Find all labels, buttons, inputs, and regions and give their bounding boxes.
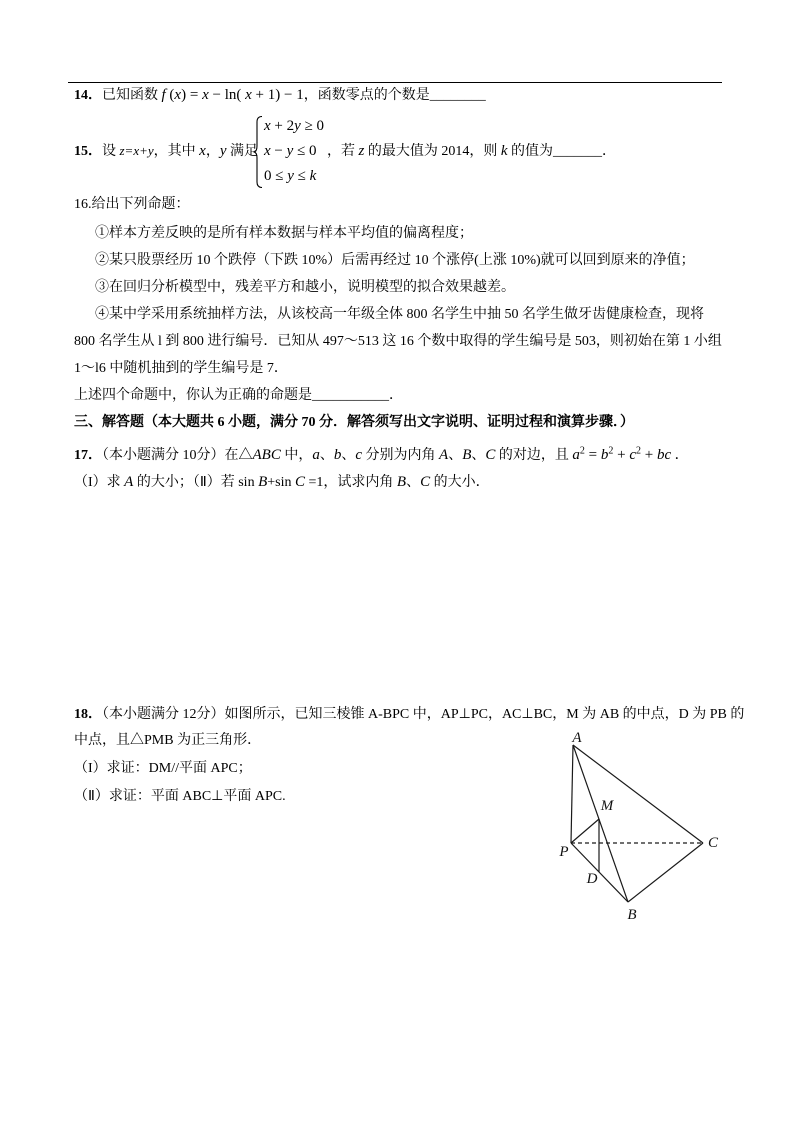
constraint-line (264, 166, 316, 186)
question-number: 15． (74, 144, 102, 159)
variable: b (333, 447, 342, 463)
formula-fragment: bc (656, 447, 672, 463)
question-text: 的对边，且 (495, 448, 573, 463)
edge-BC (628, 843, 703, 902)
segment-PM (571, 819, 599, 843)
variable: z (358, 143, 365, 159)
question-text: 、 (448, 448, 463, 463)
question-text: 的大小． (430, 475, 490, 490)
question-number: 14． (74, 88, 102, 103)
question-text: ，函数零点的个数是 (303, 88, 430, 103)
section-heading: 三、解答题（本大题共 6 小题，满分 70 分．解答须写出文字说明、证明过程和演算步骤．） (74, 415, 634, 430)
question-16-conclusion (74, 386, 403, 406)
variable: C (420, 474, 431, 490)
formula-fragment: ≤ 0 (293, 143, 317, 159)
constraint-line (264, 116, 324, 136)
question-14 (74, 85, 486, 105)
answer-blank: ________ (429, 88, 486, 103)
formula-fragment: + 1) − 1 (251, 87, 304, 103)
formula-fragment: b (600, 447, 609, 463)
variable: B (396, 474, 407, 490)
vertex-label-A: A (572, 730, 582, 746)
system-brace-icon (253, 116, 263, 188)
question-text: ． (389, 388, 403, 403)
formula-fragment: + 2 (270, 118, 295, 134)
proposition-1: ①样本方差反映的是所有样本数据与样本平均值的偏离程度； (95, 226, 473, 241)
question-text: （本小题满分 12分）如图所示，已知三棱锥 A-BPC 中，AP⊥PC，AC⊥BC，M 为 AB 的中点，D 为 PB 的 (102, 707, 745, 722)
variable: ABC (252, 447, 281, 463)
question-text: 、 (406, 475, 421, 490)
formula-fragment: ( (165, 87, 175, 103)
proposition-2: ②某只股票经历 10 个跌停（下跌 10%）后需再经过 10 个涨停(上涨 10%)就可以回到原来的净值； (95, 253, 695, 268)
formula-fragment: f (161, 87, 166, 103)
vertex-label-M: M (600, 798, 614, 814)
formula-fragment: ) = (181, 87, 203, 103)
question-text: 的值为 (507, 144, 554, 159)
question-15-continued (327, 141, 616, 161)
variable: C (485, 447, 496, 463)
question-text: 满足 (226, 144, 258, 159)
formula-fragment: − ln( (208, 87, 246, 103)
variable: A (124, 474, 134, 490)
question-text: 设 (102, 144, 120, 159)
question-text: ． (671, 448, 689, 463)
variable: k (500, 143, 508, 159)
variable: c (355, 447, 363, 463)
vertex-label-D: D (586, 871, 598, 887)
question-17-parts (74, 472, 490, 492)
header-rule (68, 82, 722, 83)
formula-fragment: ≥ 0 (300, 118, 325, 134)
variable: a (312, 447, 320, 463)
formula-fragment: = (584, 447, 601, 463)
formula-exponent: 2 (608, 445, 614, 457)
edge-AB (573, 745, 628, 902)
question-text: 、 (319, 448, 334, 463)
question-text: 的最大值为 2014，则 (364, 144, 501, 159)
question-text: （本小题满分 10分）在△ (102, 448, 253, 463)
proposition-4-continued: 1～l6 中随机抽到的学生编号是 7． (74, 361, 288, 376)
proposition-4: ④某中学采用系统抽样方法，从该校高一年级全体 800 名学生中抽 50 名学生做牙齿健康检查，现将 (95, 307, 704, 322)
variable: B (258, 474, 268, 490)
question-text: ． (602, 144, 617, 159)
question-text: ，若 (327, 144, 359, 159)
formula-exponent: 2 (635, 445, 641, 457)
formula-fragment: x (174, 87, 182, 103)
question-number: 17． (74, 448, 102, 463)
vertex-label-P: P (559, 844, 569, 860)
variable: A (439, 447, 449, 463)
formula-fragment: x (202, 87, 209, 103)
edge-AP (571, 745, 573, 843)
variable: C (294, 474, 305, 490)
constraint-line (264, 141, 317, 161)
vertex-label-B: B (627, 907, 637, 923)
question-text: 的大小；（Ⅱ）若 sin (133, 475, 259, 490)
question-text: +sin (267, 475, 295, 490)
formula-exponent: 2 (579, 445, 585, 457)
formula-fragment: y (294, 118, 301, 134)
objective-formula: z=x+y (119, 143, 154, 158)
formula-fragment: x (264, 143, 271, 159)
formula-fragment: c (629, 447, 636, 463)
formula-fragment: y (287, 168, 294, 184)
formula-fragment: y (286, 143, 294, 159)
formula-fragment: + (613, 447, 630, 463)
function-formula (162, 88, 304, 103)
answer-blank: ___________ (312, 388, 389, 403)
formula-fragment: 0 ≤ (264, 168, 288, 184)
tetrahedron-figure (550, 725, 730, 925)
question-text: （I）求 (74, 475, 125, 490)
question-number: 18． (74, 707, 102, 722)
edge-AC (573, 745, 703, 843)
question-18-continued: 中点，且△PMB 为正三角形． (74, 733, 262, 748)
question-18-part-2: （Ⅱ）求证：平面 ABC⊥平面 APC. (74, 789, 286, 804)
formula-fragment: − (270, 143, 287, 159)
question-text: 已知函数 (102, 88, 162, 103)
question-15 (74, 141, 258, 161)
question-text: ， (205, 144, 220, 159)
question-text: 分别为内角 (362, 448, 440, 463)
proposition-4-continued: 800 名学生从 l 到 800 进行编号．已知从 497～513 这 16 个数中取得的学生编号是 503，则初始在第 1 小组 (74, 334, 722, 349)
formula-fragment: k (309, 168, 317, 184)
question-17 (74, 445, 689, 465)
vertex-label-C: C (707, 835, 719, 851)
question-16-title: 16.给出下列命题： (74, 197, 190, 212)
variable: B (462, 447, 472, 463)
question-text: 、 (341, 448, 356, 463)
variable: x (199, 143, 206, 159)
formula-fragment: x (245, 87, 252, 103)
proposition-3: ③在回归分析模型中，残差平方和越小，说明模型的拟合效果越差。 (95, 280, 515, 295)
question-text: =1，试求内角 (305, 475, 397, 490)
variable: y (219, 143, 227, 159)
formula-fragment: ≤ (293, 168, 310, 184)
question-text: ，其中 (153, 144, 200, 159)
side-relation-formula (572, 445, 672, 463)
question-18 (74, 705, 744, 725)
question-text: 上述四个命题中，你认为正确的命题是 (74, 388, 312, 403)
formula-fragment: a (572, 447, 580, 463)
formula-fragment: x (264, 118, 271, 134)
question-18-part-1: （I）求证：DM//平面 APC； (74, 761, 252, 776)
answer-blank: _______ (553, 144, 603, 159)
question-text: 中， (280, 448, 313, 463)
formula-fragment: + (640, 447, 657, 463)
question-text: 、 (471, 448, 486, 463)
